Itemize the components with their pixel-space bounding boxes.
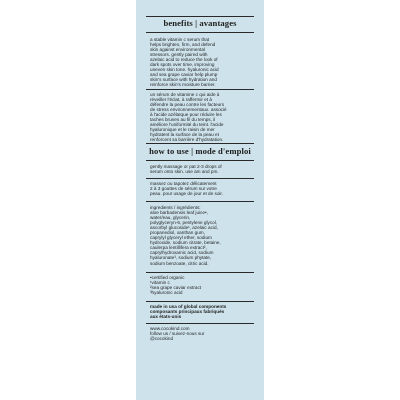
made-in-usa: made in usa of global components composants principaux fabriqués aux états-unis xyxy=(150,304,227,320)
divider xyxy=(146,178,254,179)
benefits-french: un sérum de vitamine c qui aide à réveiller l'éclat, à raffermir et à défendre la peau contre les facteurs de stress environnementaux. associé à l'acide azélaïque pour réduire les taches brunes au fil du temps, il améliore l'uniformité du teint. l'acide hyaluronique et le raisin de mer hydratent la surface de la peau et renforcent sa barrière d'hydratation. xyxy=(150,92,227,143)
divider xyxy=(146,160,254,161)
divider xyxy=(146,323,254,324)
divider xyxy=(146,89,254,90)
divider xyxy=(146,16,254,17)
how-to-use-english: gently massage or pat 2-3 drops of serum onto skin. use am and pm. xyxy=(150,164,222,175)
benefits-heading: benefits | avantages xyxy=(163,18,237,28)
divider xyxy=(146,272,254,273)
divider xyxy=(146,32,254,33)
box-label-panel xyxy=(146,0,254,400)
benefits-english: a stable vitamin c serum that helps brighten, firm, and defend skin against environmental stressors. gently paired with azelaic acid to reduce the look of dark spots over time, improving uneven skin tone. hyaluronic acid and sea grape caviar help plump skin's surface with hydration and reinforce skin's moisture barrier. xyxy=(150,37,219,88)
contact-info: www.cocokind.com follow us / suivez-nous sur @cocokind xyxy=(150,326,205,342)
divider xyxy=(146,201,254,202)
ingredients-footnotes: •certified organic ¹vitamin c ²sea grape caviar extract ³hyaluronic acid xyxy=(150,275,202,296)
how-to-use-heading: how to use | mode d'emploi xyxy=(149,146,251,156)
ingredients-list: ingredients / ingrédients: aloe barbadensis leaf juice•, water/eau, glycerin, polyglyceryn-6, pentylene glycol, ascorbyl glucoside¹, azelaic acid, propanediol, xanthan gum, caprylyl glyceryl ether, sodium hydroxide, sodium citrate, betaine, caulerpa lentillifera extract², caprylhydroxamic acid, sodium hyaluronate³, sodium phytate, sodium benzoate, citric acid. xyxy=(150,205,221,266)
divider xyxy=(146,301,254,302)
how-to-use-french: massez ou tapotez délicatement 2 à 3 gouttes de sérum sur votre peau. pour usage de jour et de soir. xyxy=(150,181,224,197)
divider xyxy=(146,143,254,144)
